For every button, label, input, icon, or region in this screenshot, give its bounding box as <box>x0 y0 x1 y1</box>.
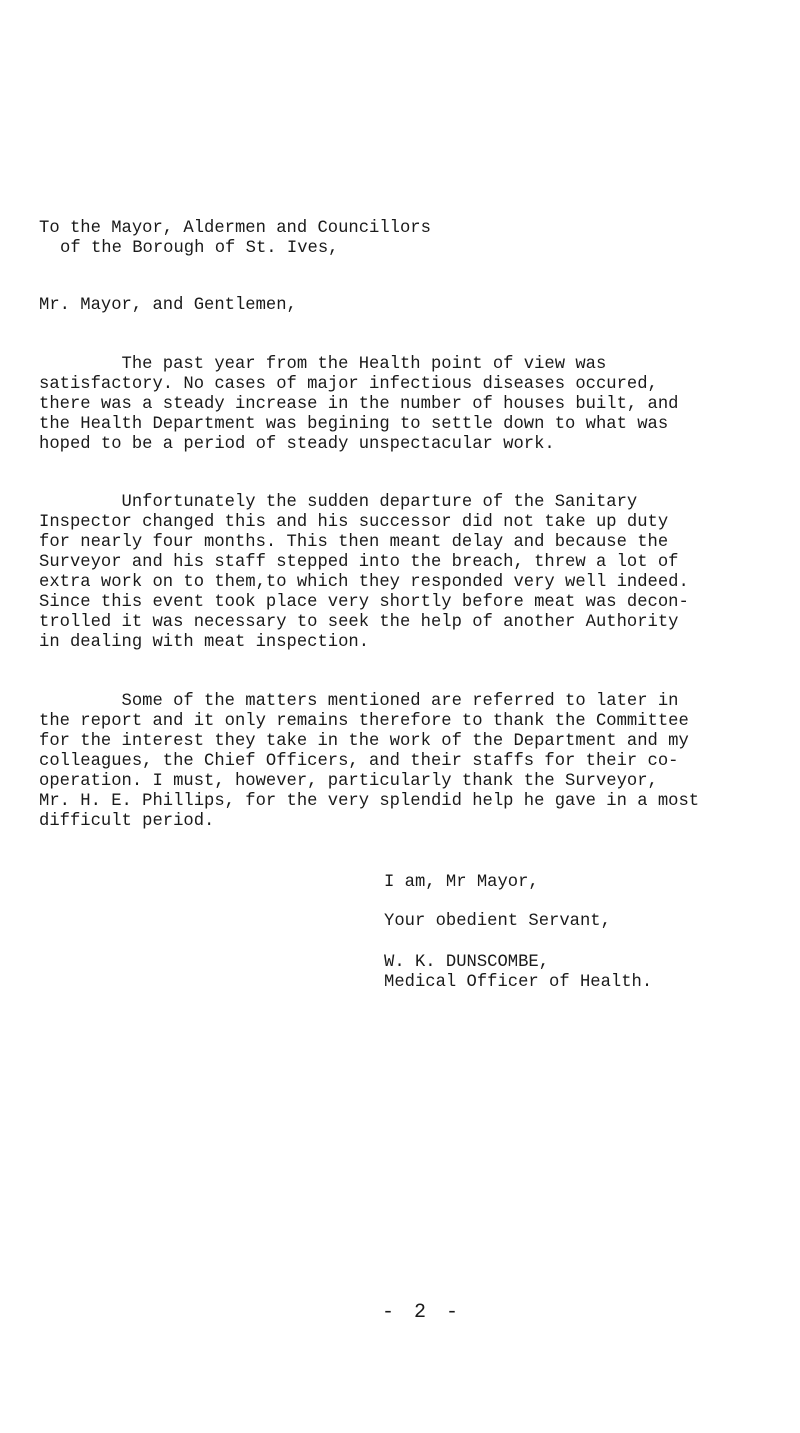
paragraph-line: colleagues, the Chief Officers, and their staffs for their co- <box>39 752 679 771</box>
closing-line: Your obedient Servant, <box>384 912 611 931</box>
paragraph-line: Surveyor and his staff stepped into the breach, threw a lot of <box>39 553 679 572</box>
paragraph-line: hoped to be a period of steady unspectacular work. <box>39 435 555 454</box>
paragraph-line: satisfactory. No cases of major infectious diseases occured, <box>39 375 658 394</box>
paragraph-line: for nearly four months. This then meant delay and because the <box>39 533 669 552</box>
paragraph-line: Since this event took place very shortly before meat was decon- <box>39 593 689 612</box>
paragraph-line: the report and it only remains therefore to thank the Committee <box>39 712 689 731</box>
address-line-1: To the Mayor, Aldermen and Councillors <box>39 219 431 238</box>
signatory-name: W. K. DUNSCOMBE, <box>384 953 550 972</box>
page-number: - 2 - <box>382 1301 463 1324</box>
paragraph-line: the Health Department was begining to settle down to what was <box>39 415 669 434</box>
paragraph-line: trolled it was necessary to seek the help of another Authority <box>39 613 679 632</box>
paragraph-line: operation. I must, however, particularly thank the Surveyor, <box>39 772 658 791</box>
signatory-title: Medical Officer of Health. <box>384 973 653 992</box>
paragraph-line: extra work on to them,to which they responded very well indeed. <box>39 573 689 592</box>
address-line-2: of the Borough of St. Ives, <box>60 239 339 258</box>
salutation: Mr. Mayor, and Gentlemen, <box>39 296 297 315</box>
paragraph-line: in dealing with meat inspection. <box>39 633 370 652</box>
paragraph-line: Mr. H. E. Phillips, for the very splendid help he gave in a most <box>39 792 700 811</box>
paragraph-line: Unfortunately the sudden departure of the Sanitary <box>39 493 638 512</box>
paragraph-line: for the interest they take in the work of the Department and my <box>39 732 689 751</box>
paragraph-line: difficult period. <box>39 812 215 831</box>
paragraph-line: Inspector changed this and his successor did not take up duty <box>39 513 669 532</box>
paragraph-line: The past year from the Health point of view was <box>39 355 607 374</box>
paragraph-line: there was a steady increase in the number of houses built, and <box>39 395 679 414</box>
closing-line: I am, Mr Mayor, <box>384 873 539 892</box>
paragraph-line: Some of the matters mentioned are referred to later in <box>39 692 679 711</box>
